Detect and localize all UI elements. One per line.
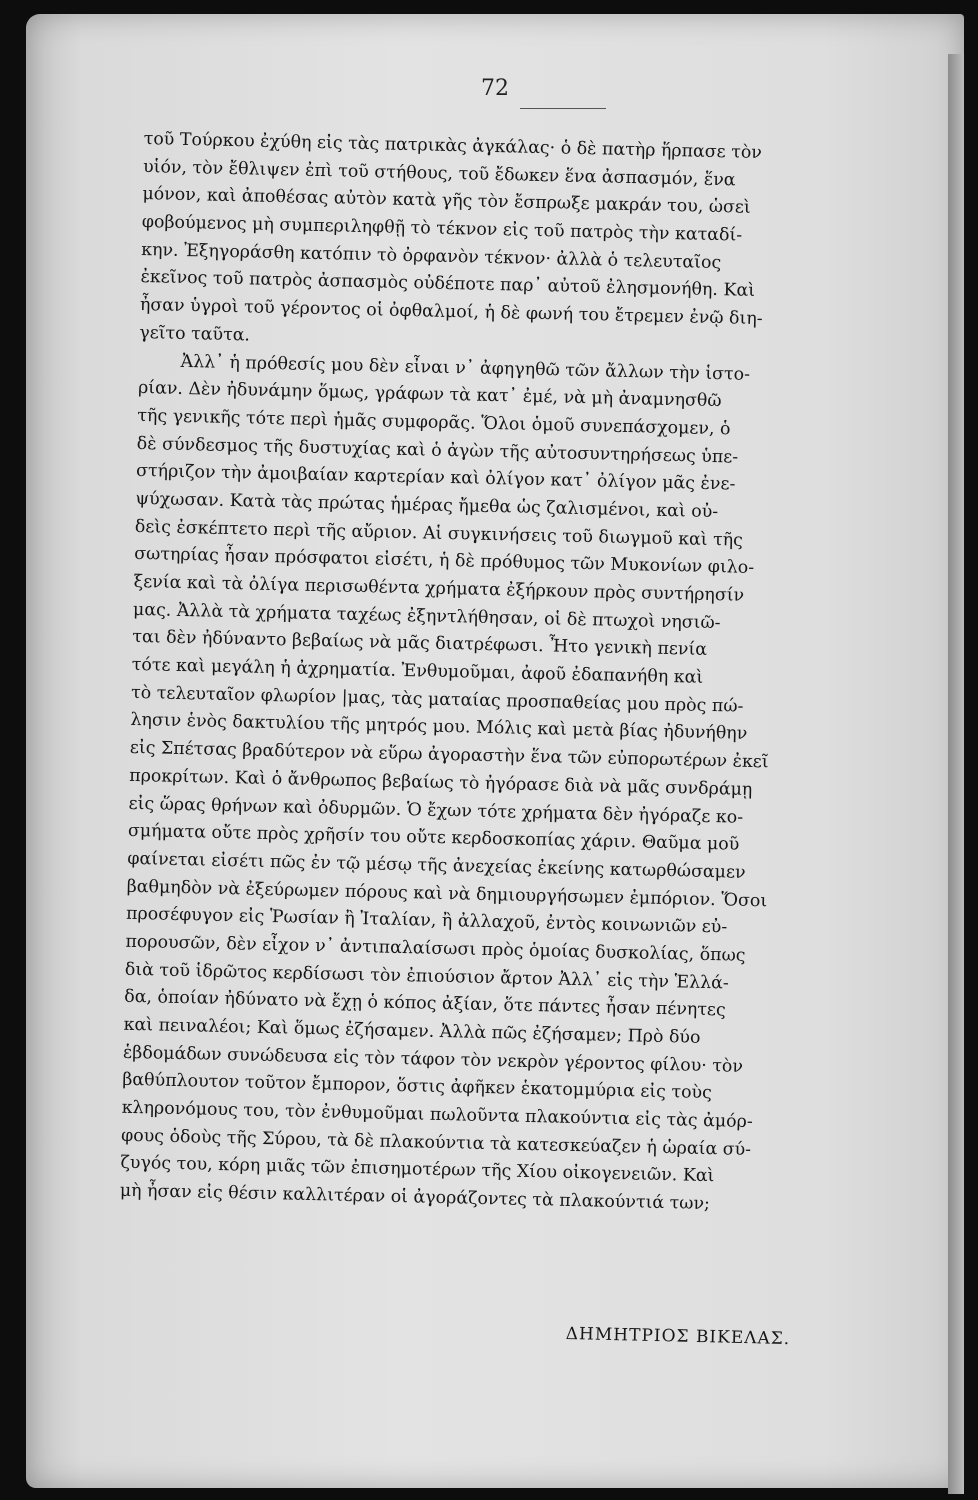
- author-signature: ΔΗΜΗΤΡΙΟΣ ΒΙΚΕΛΑΣ.: [565, 1324, 791, 1350]
- text-line: προκρίτων. Καὶ ὁ ἄνθρωπος βεβαίως τὸ ἠγόρασε διὰ νὰ μᾶς συνδράμῃ: [129, 765, 753, 800]
- text-line: τῆς γενικῆς τότε περὶ ἡμᾶς συμφορᾶς. Ὅλοι ὁμοῦ συνεπάσχομεν, ὁ: [137, 405, 731, 440]
- body-text: [120, 126, 934, 1223]
- text-line: διὰ τοῦ ἱδρῶτος κερδίσωσι τὸν ἐπιούσιον ἄρτον Ἀλλ᾽ εἰς τὴν Ἑλλά-: [124, 959, 729, 994]
- text-line: ἦσαν ὑγροὶ τοῦ γέροντος οἱ ὀφθαλμοί, ἡ δὲ φωνή του ἔτρεμεν ἐνῷ διη-: [139, 295, 763, 330]
- paragraph-start-line: Ἀλλ᾽ ἡ πρόθεσίς μου δὲν εἶναι ν᾽ ἀφηγηθῶ τῶν ἄλλων τὴν ἱστο-: [180, 351, 751, 385]
- text-line: ἑβδομάδων συνώδευσα εἰς τὸν τάφον τὸν νεκρὸν γέροντος φίλου· τὸν: [122, 1042, 744, 1077]
- text-line: φους ὁδοὺς τῆς Σύρου, τὰ δὲ πλακούντια τὰ κατεσκεύαζεν ἡ ὡραία σύ-: [120, 1125, 752, 1160]
- text-line: φαίνεται εἰσέτι πῶς ἐν τῷ μέσῳ τῆς ἀνεχείας ἐκείνης κατωρθώσαμεν: [127, 848, 746, 883]
- text-line: ται δὲν ἠδύναντο βεβαίως νὰ μᾶς διατρέφωσι. Ἦτο γενικὴ πενία: [132, 627, 708, 661]
- text-line: ψύχωσαν. Κατὰ τὰς πρώτας ἡμέρας ἤμεθα ὡς ζαλισμένοι, καὶ οὐ-: [135, 488, 719, 523]
- text-line: δα, ὁποίαν ἠδύνατο νὰ ἔχῃ ὁ κόπος ἀξίαν, ὅτε πάντες ἦσαν πένητες: [124, 987, 726, 1021]
- text-line: βαθμηδὸν νὰ ἐξεύρωμεν πόρους καὶ νὰ δημιουργήσωμεν ἐμπόριον. Ὅσοι: [126, 876, 768, 911]
- text-line: δεὶς ἐσκέπτετο περὶ τῆς αὔριον. Αἱ συγκινήσεις τοῦ διωγμοῦ καὶ τῆς: [134, 516, 744, 551]
- text-line: τότε καὶ μεγάλη ἡ ἀχρηματία. Ἐνθυμοῦμαι, ἀφοῦ ἐδαπανήθη καὶ: [131, 654, 704, 688]
- text-line: καὶ πειναλέοι; Καὶ ὅμως ἐζήσαμεν. Ἀλλὰ πῶς ἐζήσαμεν; Πρὸ δύο: [123, 1014, 701, 1048]
- text-line: λησιν ἑνὸς δακτυλίου τῆς μητρός μου. Μόλις καὶ μετὰ βίας ἠδυνήθην: [130, 710, 748, 745]
- text-line: μόνον, καὶ ἀποθέσας αὐτὸν κατὰ γῆς τὸν ἔσπρωξε μακράν του, ὡσεὶ: [142, 184, 751, 219]
- text-line: τὸ τελευταῖον φλωρίον |μας, τὰς ματαίας προσπαθείας μου πρὸς πώ-: [130, 682, 744, 717]
- text-line: σμήματα οὔτε πρὸς χρῆσίν του οὔτε κερδοσκοπίας χάριν. Θαῦμα μοῦ: [127, 821, 740, 855]
- text-line: ξενία καὶ τὰ ὀλίγα περισωθέντα χρήματα ἐξήρκουν πρὸς συντήρησίν: [133, 571, 745, 606]
- text-line: κην. Ἐξηγοράσθη κατόπιν τὸ ὀρφανὸν τέκνον· ἀλλὰ ὁ τελευταῖος: [140, 239, 722, 273]
- page-number: 72: [481, 76, 509, 101]
- text-line: πορουσῶν, δὲν εἶχον ν᾽ ἀντιπαλαίσωσι πρὸς ὁμοίας δυσκολίας, ὅπως: [125, 931, 746, 966]
- text-line: μας. Ἀλλὰ τὰ χρήματα ταχέως ἐξηντλήθησαν, οἱ δὲ πτωχοὶ νησιῶ-: [132, 599, 721, 633]
- text-line: μὴ ἦσαν εἰς θέσιν καλλιτέραν οἱ ἀγοράζοντες τὰ πλακούντιά των;: [119, 1180, 711, 1215]
- text-line: σωτηρίας ἦσαν πρόσφατοι εἰσέτι, ἡ δὲ πρόθυμος τῶν Μυκονίων φιλο-: [134, 544, 755, 579]
- text-line: ἐκεῖνος τοῦ πατρὸς ἀσπασμὸς οὐδέποτε παρ᾽ αὐτοῦ ἐλησμονήθη. Καὶ: [140, 267, 756, 302]
- text-line: τοῦ Τούρκου ἐχύθη εἰς τὰς πατρικὰς ἀγκάλας· ὁ δὲ πατὴρ ἥρπασε τὸν: [143, 128, 763, 164]
- text-line: ρίαν. Δὲν ἠδυνάμην ὅμως, γράφων τὰ κατ᾽ ἐμέ, νὰ μὴ ἀναμνησθῶ: [137, 378, 722, 412]
- book-page: [26, 14, 964, 1488]
- text-line: κληρονόμους του, τὸν ἐνθυμοῦμαι πωλοῦντα πλακούντια εἰς τὰς ἀμόρ-: [121, 1097, 753, 1133]
- page-number-rule: [520, 108, 606, 109]
- text-line: γεῖτο ταῦτα.: [139, 322, 251, 346]
- text-line: εἰς Σπέτσας βραδύτερον νὰ εὕρω ἀγοραστὴν ἕνα τῶν εὐπορωτέρων ἐκεῖ: [129, 737, 769, 773]
- text-line: ζυγός του, κόρη μιᾶς τῶν ἐπισημοτέρων τῆς Χίου οἰκογενειῶν. Καὶ: [120, 1153, 715, 1187]
- adjacent-page-edge: [948, 54, 964, 1494]
- text-line: προσέφυγον εἰς Ῥωσίαν ἢ Ἰταλίαν, ἢ ἀλλαχοῦ, ἐντὸς κοινωνιῶν εὐ-: [125, 904, 728, 938]
- text-line: υἱόν, τὸν ἔθλιψεν ἐπὶ τοῦ στήθους, τοῦ ἔδωκεν ἕνα ἀσπασμόν, ἕνα: [142, 156, 736, 191]
- text-line: στήριζον τὴν ἀμοιβαίαν καρτερίαν καὶ ὀλίγον κατ᾽ ὀλίγον μᾶς ἐνε-: [135, 461, 736, 495]
- text-line: εἰς ὥρας θρήνων καὶ ὀδυρμῶν. Ὁ ἔχων τότε χρήματα δὲν ἠγόραζε κο-: [128, 793, 744, 828]
- text-line: δὲ σύνδεσμος τῆς δυστυχίας καὶ ὁ ἀγὼν τῆς αὐτοσυντηρήσεως ὑπε-: [136, 433, 739, 468]
- text-line: φοβούμενος μὴ συμπεριληφθῇ τὸ τέκνον εἰς τοῦ πατρὸς τὴν καταδί-: [141, 212, 743, 246]
- text-line: βαθύπλουτον τοῦτον ἔμπορον, ὅστις ἀφῆκεν ἑκατομμύρια εἰς τοὺς: [122, 1070, 713, 1104]
